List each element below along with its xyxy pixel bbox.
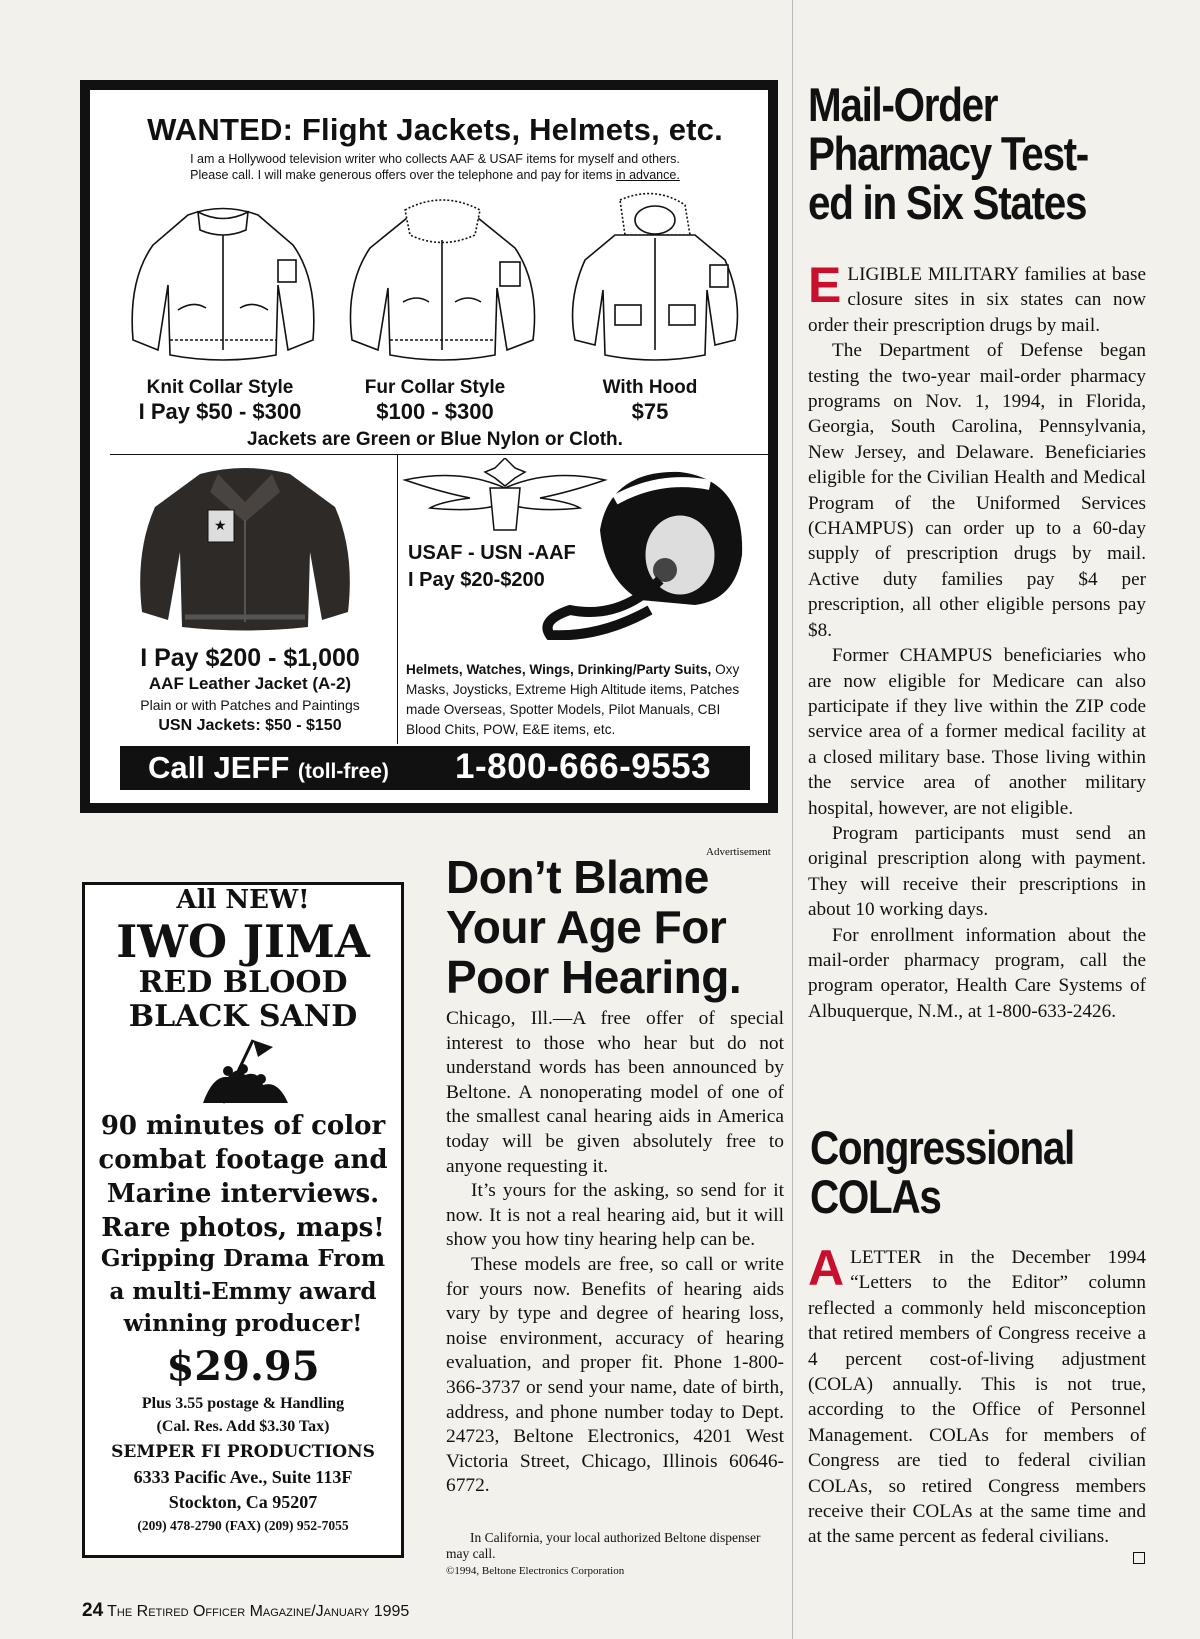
intro-text: Please call. I will make generous offers over the telephone and pay for items bbox=[190, 168, 616, 182]
iwo-pitch-4: Rare photos, maps! bbox=[101, 1213, 385, 1243]
iwo-address-2: Stockton, Ca 95207 bbox=[168, 1492, 318, 1512]
svg-text:★: ★ bbox=[214, 518, 227, 534]
svg-text:★ ★ ★: ★ ★ ★ bbox=[640, 492, 687, 508]
iwo-company: SEMPER FI PRODUCTIONS bbox=[111, 1442, 375, 1462]
hearing-ad-headline bbox=[446, 852, 786, 1002]
jacket-ad-vertical-divider bbox=[397, 454, 398, 744]
jacket-ad-phone: 1-800-666-9553 bbox=[455, 747, 712, 786]
iwo-jima-ad bbox=[82, 882, 404, 1558]
mail-dropcap: E bbox=[808, 257, 842, 313]
hearing-headline-line2: Your Age For bbox=[446, 901, 727, 953]
knit-collar-label: Knit Collar Style bbox=[146, 377, 294, 398]
iwo-phones: (209) 478-2790 (FAX) (209) 952-7055 bbox=[137, 1518, 349, 1533]
knit-collar-price: I Pay $50 - $300 bbox=[138, 399, 302, 424]
page-footer bbox=[82, 1600, 409, 1622]
mail-first-paragraph bbox=[808, 257, 1146, 338]
fur-collar-jacket-illustration bbox=[335, 190, 550, 365]
cola-article-body bbox=[808, 1240, 1146, 1550]
leather-jacket-subtitle: Plain or with Patches and Paintings bbox=[140, 697, 360, 713]
hooded-jacket-illustration bbox=[565, 190, 745, 365]
gear-list-bold: Helmets, Watches, Wings, Drinking/Party Suits, bbox=[406, 662, 712, 677]
iwo-price: $29.95 bbox=[166, 1343, 320, 1390]
mail-headline-line1: Mail-Order bbox=[808, 78, 998, 131]
mail-order-article-body bbox=[808, 257, 1146, 1024]
page-number: 24 bbox=[82, 1600, 104, 1621]
knit-collar-jacket-illustration bbox=[118, 190, 328, 365]
end-mark-icon bbox=[1133, 1552, 1145, 1564]
iwo-all-new: All NEW! bbox=[176, 885, 310, 915]
iwo-pitch-2: combat footage and bbox=[98, 1145, 388, 1175]
mail-paragraph: For enrollment information about the mail-order pharmacy program, call the program operator, Health Care Systems of Albuquerque, N.M., at 1-800-633-2426. bbox=[808, 924, 1146, 1022]
leather-jacket-photo bbox=[130, 462, 360, 632]
jacket-ad-intro-line2 bbox=[115, 168, 755, 182]
mail-headline-line3: ed in Six States bbox=[808, 176, 1087, 229]
iwo-pitch-3: Marine interviews. bbox=[106, 1179, 380, 1209]
call-jeff-text bbox=[148, 750, 389, 786]
iwo-pitch-5: Gripping Drama From bbox=[100, 1245, 386, 1272]
iwo-pitch-1: 90 minutes of color bbox=[100, 1111, 386, 1141]
mail-headline-line2: Pharmacy Test- bbox=[808, 127, 1088, 180]
iwo-subtitle-1: RED BLOOD bbox=[138, 965, 348, 1000]
magazine-folio: The Retired Officer Magazine/January 1995 bbox=[107, 1603, 410, 1620]
iwo-title: IWO JIMA bbox=[116, 915, 370, 968]
hearing-ad-note: In California, your local authorized Beltone dispenser may call. bbox=[446, 1530, 761, 1561]
cola-dropcap: A bbox=[808, 1240, 845, 1296]
cola-headline-line2: COLAs bbox=[810, 1170, 941, 1223]
iwo-shipping: Plus 3.55 postage & Handling bbox=[141, 1395, 345, 1412]
hearing-paragraph: These models are free, so call or write for yours now. Benefits of hearing aids vary by type and degree of hearing loss, noise environment, accuracy of hearing evaluation, and proper fit. Phone 1-800-366-3737 or send your name, date of birth, address, and phone number today to Dept. 24723, Beltone Electronics, 4201 West Victoria Street, Chicago, Illinois 60646-6772. bbox=[446, 1253, 784, 1497]
cola-paragraph bbox=[808, 1240, 1146, 1550]
column-rule bbox=[792, 0, 793, 1639]
hearing-headline-line1: Don’t Blame bbox=[446, 851, 709, 903]
gear-item-list bbox=[406, 660, 756, 740]
hearing-ad-copyright: ©1994, Beltone Electronics Corporation bbox=[446, 1565, 625, 1577]
usn-jackets-price: USN Jackets: $50 - $150 bbox=[158, 717, 342, 734]
with-hood-label: With Hood bbox=[602, 377, 698, 398]
iwo-pitch-7: winning producer! bbox=[123, 1310, 363, 1337]
with-hood-price: $75 bbox=[631, 399, 669, 424]
jacket-ad-intro-line1: I am a Hollywood television writer who collects AAF & USAF items for myself and others. bbox=[190, 152, 680, 166]
mail-order-headline bbox=[808, 80, 1152, 227]
cola-headline-line1: Congressional bbox=[810, 1121, 1074, 1174]
mail-paragraph: Former CHAMPUS beneficiaries who are now eligible for Medicare can also participate if they live within the ZIP code service area of a former medical facility at a closed military base. Those living within the service area of another military hospital, however, are not eligible. bbox=[808, 645, 1146, 819]
gear-list-rest: Oxy Masks, Joysticks, Extreme High Altitude items, Patches made Overseas, Spotter Models, Pilot Manuals, CBI Blood Chits, POW, E&E items, etc. bbox=[406, 662, 740, 737]
flag-raising-illustration bbox=[183, 1035, 303, 1105]
mail-paragraph: Program participants must send an original prescription along with payment. They will receive their prescriptions in about 10 working days. bbox=[808, 822, 1146, 921]
cola-lead: LETTER bbox=[850, 1247, 922, 1268]
advertisement-label: Advertisement bbox=[706, 846, 771, 858]
hearing-headline-line3: Poor Hearing. bbox=[446, 951, 742, 1003]
toll-free-label: (toll-free) bbox=[297, 760, 389, 783]
congressional-colas-headline bbox=[810, 1123, 1154, 1221]
hearing-ad-body bbox=[446, 1007, 784, 1499]
gear-price: I Pay $20-$200 bbox=[408, 569, 545, 591]
mail-lead: LIGIBLE MILITARY families bbox=[847, 264, 1087, 285]
leather-jacket-price: I Pay $200 - $1,000 bbox=[140, 644, 360, 672]
cola-rest: in the December 1994 “Letters to the Editor” column reflected a commonly held misconception that retired members of Congress receive a 4 percent cost-of-living adjustment (COLA) annually. This is not true, according to the Office of Personnel Management. COLAs for members of Congress are tied to federal civilian COLAs, so retired Congress members receive their COLAs at the same time and at the same percent as federal civilians. bbox=[808, 1247, 1146, 1548]
jacket-ad-divider bbox=[110, 454, 768, 455]
call-name: Call JEFF bbox=[148, 750, 290, 785]
jacket-ad bbox=[80, 80, 778, 813]
mail-paragraph: The Department of Defense began testing the two-year mail-order pharmacy programs on Nov. 1, 1994, in Florida, Georgia, South Carolina, Pennsylvania, New Jersey, and Delaware. Beneficiaries eligible for the Civilian Health and Medical Program of the Uniformed Services (CHAMPUS) can order up to a 60-day supply of prescription drugs by mail. Active duty families pay $4 per prescription, all other eligible persons pay $8. bbox=[808, 340, 1146, 641]
mail-first-rest: at base closure sites in six states can now order their prescription drugs by mail. bbox=[808, 264, 1146, 336]
iwo-subtitle-2: BLACK SAND bbox=[128, 999, 358, 1034]
fur-collar-price: $100 - $300 bbox=[376, 399, 494, 424]
fur-collar-label: Fur Collar Style bbox=[364, 377, 506, 398]
hearing-paragraph: It’s yours for the asking, so send for it now. It is not a real hearing aid, but it will show you how tiny hearing help can be. bbox=[446, 1180, 784, 1251]
in-advance-text: in advance. bbox=[615, 168, 680, 182]
iwo-tax: (Cal. Res. Add $3.30 Tax) bbox=[156, 1418, 330, 1435]
iwo-address-1: 6333 Pacific Ave., Suite 113F bbox=[133, 1467, 353, 1487]
hearing-paragraph: Chicago, Ill.—A free offer of special interest to those who hear but do not understand words has been announced by Beltone. A nonoperating model of one of the smallest canal hearing aids in America today will be given absolutely free to anyone requesting it. bbox=[446, 1008, 784, 1177]
leather-jacket-title: AAF Leather Jacket (A-2) bbox=[148, 674, 352, 693]
call-bar bbox=[120, 746, 750, 790]
jacket-ad-headline: WANTED: Flight Jackets, Helmets, etc. bbox=[147, 112, 723, 147]
iwo-pitch-6: a multi-Emmy award bbox=[109, 1278, 377, 1305]
jacket-color-note: Jackets are Green or Blue Nylon or Cloth. bbox=[247, 429, 623, 450]
gear-branches-heading: USAF - USN -AAF bbox=[408, 542, 576, 564]
